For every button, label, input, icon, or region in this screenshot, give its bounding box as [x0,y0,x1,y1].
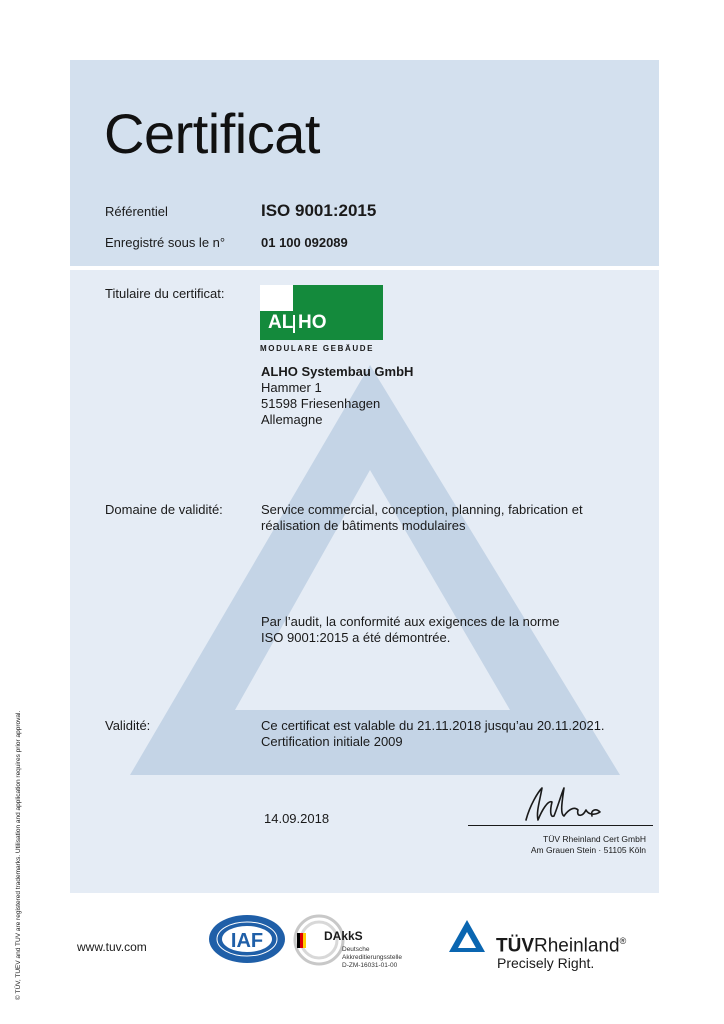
tuv-registered-mark: ® [619,936,627,946]
tuv-brand-bold: TÜV [496,935,534,957]
standard-label: Référentiel [105,204,168,219]
scope-text [261,502,583,534]
certificate-title: Certificat [104,102,320,165]
address-line: 51598 Friesenhagen [261,396,381,411]
iaf-logo-icon [207,913,287,965]
validity-label: Validité: [105,718,151,733]
dakks-line: Deutsche [342,946,370,953]
dakks-line: Akkreditierungsstelle [342,954,402,961]
tuv-brand-rest: Rheinland [534,935,620,957]
trademark-notice: © TÜV, TUEV and TUV are registered trademarks. Utilisation and application requires prior approval. [15,710,22,1000]
footer-url: www.tuv.com [77,940,147,954]
iaf-logo-text: IAF [230,930,264,952]
address-line: Hammer 1 [261,380,322,395]
registration-value: 01 100 092089 [261,235,348,250]
issuer-line: Am Grauen Stein · 51105 Köln [530,845,646,855]
alho-logo-left: AL [268,312,294,333]
issuer-line: TÜV Rheinland Cert GmbH [543,834,646,844]
validity-line: Ce certificat est valable du 21.11.2018 jusqu’au 20.11.2021. [261,718,605,733]
issuer-address [453,834,646,856]
alho-logo [260,285,383,340]
alho-logo-separator [293,315,295,333]
alho-logo-corner [260,285,293,311]
alho-logo-right: HO [298,312,327,333]
validity-text [261,718,605,750]
holder-address [261,380,380,428]
address-line: Allemagne [261,412,323,427]
audit-line: ISO 9001:2015 a été démontrée. [261,630,451,645]
holder-label: Titulaire du certificat: [105,286,225,301]
registration-label: Enregistré sous le n° [105,235,226,250]
audit-statement [261,614,559,646]
standard-value: ISO 9001:2015 [261,201,377,220]
dakks-name: DAkkS [324,929,363,943]
scope-line: réalisation de bâtiments modulaires [261,518,466,533]
signature [520,780,610,828]
tuv-triangle-icon [447,918,487,954]
dakks-line: D-ZM-16031-01-00 [342,962,398,969]
validity-line: Certification initiale 2009 [261,734,403,749]
tuv-tagline: Precisely Right. [497,955,595,971]
alho-logo-subtitle: MODULARE GEBÄUDE [260,344,375,353]
audit-line: Par l’audit, la conformité aux exigences de la norme [261,614,560,629]
dakks-details [342,946,402,970]
signature-line [468,825,653,826]
tuv-brand [496,930,626,957]
scope-label: Domaine de validité: [105,502,223,517]
scope-line: Service commercial, conception, planning, fabrication et [261,502,583,517]
issue-date: 14.09.2018 [264,811,330,826]
holder-name: ALHO Systembau GmbH [261,364,414,379]
